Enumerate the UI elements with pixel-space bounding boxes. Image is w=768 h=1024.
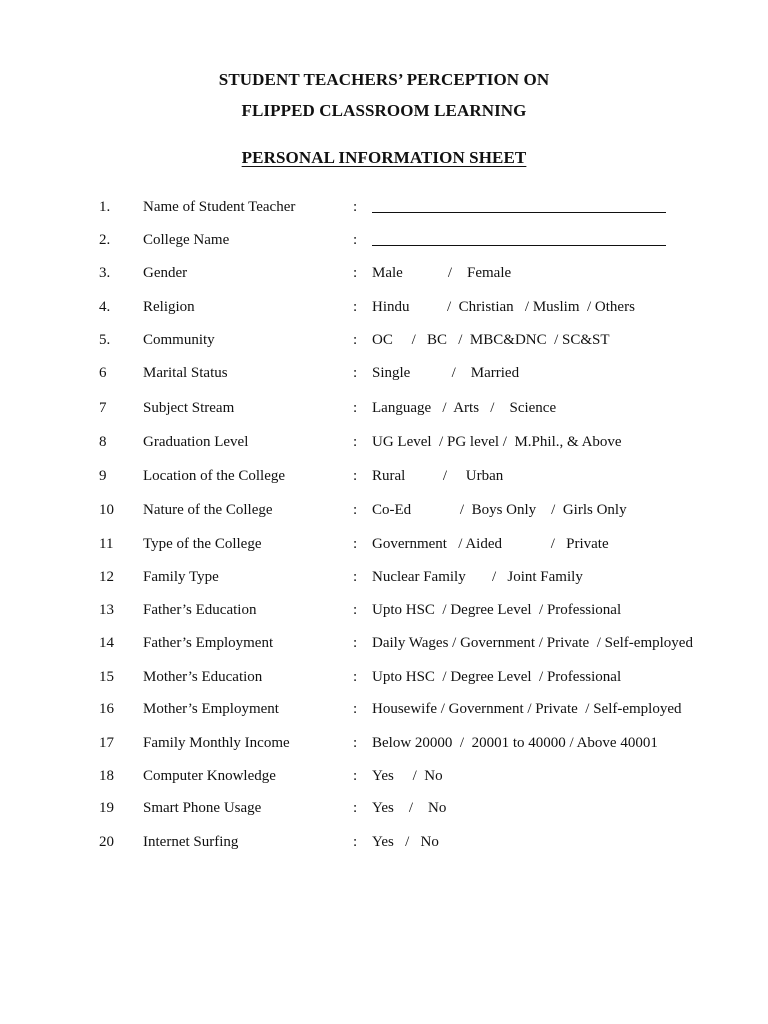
answer-options[interactable]: Nuclear Family / Joint Family (372, 569, 583, 585)
item-label: Father’s Education (143, 602, 257, 618)
sheet-heading: PERSONAL INFORMATION SHEET (241, 148, 527, 167)
answer-options[interactable]: Rural / Urban (372, 468, 504, 484)
item-label: Smart Phone Usage (143, 800, 262, 816)
item-label: Computer Knowledge (143, 768, 276, 784)
answer-options[interactable]: Housewife / Government / Private / Self-employed (372, 701, 682, 717)
answer-options[interactable]: Yes / No (372, 768, 443, 784)
answer-options[interactable]: Male / Female (372, 265, 512, 281)
item-number: 13 (99, 602, 114, 618)
answer-options[interactable]: OC / BC / MBC&DNC / SC&ST (372, 332, 610, 348)
colon-separator: : (353, 834, 358, 850)
item-label: Marital Status (143, 365, 228, 381)
colon-separator: : (353, 602, 358, 618)
colon-separator: : (353, 365, 358, 381)
item-number: 6 (99, 365, 107, 381)
form-row (0, 666, 768, 688)
form-row (0, 329, 768, 351)
item-number: 3. (99, 265, 111, 281)
answer-options[interactable]: Upto HSC / Degree Level / Professional (372, 602, 622, 618)
colon-separator: : (353, 502, 358, 518)
form-row (0, 765, 768, 787)
form-row (0, 362, 768, 384)
item-number: 17 (99, 735, 114, 751)
form-row (0, 262, 768, 284)
form-row (0, 465, 768, 487)
answer-options[interactable]: Single / Married (372, 365, 520, 381)
colon-separator: : (353, 635, 358, 651)
answer-options[interactable]: UG Level / PG level / M.Phil., & Above (372, 434, 622, 450)
item-label: Family Type (143, 569, 219, 585)
item-number: 4. (99, 299, 111, 315)
form-row (0, 533, 768, 555)
answer-options[interactable]: Government / Aided / Private (372, 536, 609, 552)
item-label: Internet Surfing (143, 834, 239, 850)
item-label: Location of the College (143, 468, 286, 484)
item-number: 14 (99, 635, 114, 651)
item-number: 7 (99, 400, 107, 416)
blank-answer-line[interactable] (372, 200, 666, 213)
colon-separator: : (353, 299, 358, 315)
item-number: 10 (99, 502, 114, 518)
form-row (0, 566, 768, 588)
colon-separator: : (353, 768, 358, 784)
form-row (0, 599, 768, 621)
answer-options[interactable]: Co-Ed / Boys Only / Girls Only (372, 502, 627, 518)
item-number: 19 (99, 800, 114, 816)
answer-options[interactable]: Language / Arts / Science (372, 400, 557, 416)
form-row (0, 499, 768, 521)
item-number: 15 (99, 669, 114, 685)
form-row (0, 632, 768, 654)
colon-separator: : (353, 199, 358, 215)
colon-separator: : (353, 669, 358, 685)
item-label: Subject Stream (143, 400, 235, 416)
item-label: Community (143, 332, 215, 348)
colon-separator: : (353, 701, 358, 717)
item-number: 5. (99, 332, 111, 348)
item-label: Gender (143, 265, 188, 281)
item-number: 8 (99, 434, 107, 450)
document-title-line-2: FLIPPED CLASSROOM LEARNING (241, 101, 527, 120)
form-row (0, 296, 768, 318)
item-label: Mother’s Education (143, 669, 263, 685)
colon-separator: : (353, 232, 358, 248)
form-row (0, 196, 768, 218)
item-number: 9 (99, 468, 107, 484)
form-row (0, 397, 768, 419)
item-label: Type of the College (143, 536, 262, 552)
colon-separator: : (353, 400, 358, 416)
colon-separator: : (353, 332, 358, 348)
colon-separator: : (353, 434, 358, 450)
item-number: 11 (99, 536, 114, 552)
colon-separator: : (353, 265, 358, 281)
form-row (0, 431, 768, 453)
answer-options[interactable]: Below 20000 / 20001 to 40000 / Above 40001 (372, 735, 658, 751)
item-number: 12 (99, 569, 114, 585)
blank-answer-line[interactable] (372, 233, 666, 246)
answer-options[interactable]: Hindu / Christian / Muslim / Others (372, 299, 635, 315)
item-label: Father’s Employment (143, 635, 274, 651)
item-number: 18 (99, 768, 114, 784)
colon-separator: : (353, 569, 358, 585)
item-label: Religion (143, 299, 195, 315)
item-label: Name of Student Teacher (143, 199, 296, 215)
form-row (0, 229, 768, 251)
item-number: 2. (99, 232, 111, 248)
answer-options[interactable]: Daily Wages / Government / Private / Self-employed (372, 635, 693, 651)
item-number: 20 (99, 834, 114, 850)
colon-separator: : (353, 468, 358, 484)
item-number: 16 (99, 701, 114, 717)
item-number: 1. (99, 199, 111, 215)
form-row (0, 732, 768, 754)
form-row (0, 797, 768, 819)
form-row (0, 698, 768, 720)
answer-options[interactable]: Yes / No (372, 800, 447, 816)
document-title-line-1: STUDENT TEACHERS’ PERCEPTION ON (218, 70, 550, 89)
item-label: College Name (143, 232, 230, 248)
answer-options[interactable]: Upto HSC / Degree Level / Professional (372, 669, 622, 685)
answer-options[interactable]: Yes / No (372, 834, 439, 850)
colon-separator: : (353, 735, 358, 751)
item-label: Family Monthly Income (143, 735, 290, 751)
item-label: Nature of the College (143, 502, 273, 518)
colon-separator: : (353, 536, 358, 552)
colon-separator: : (353, 800, 358, 816)
form-row (0, 831, 768, 853)
item-label: Graduation Level (143, 434, 249, 450)
item-label: Mother’s Employment (143, 701, 279, 717)
